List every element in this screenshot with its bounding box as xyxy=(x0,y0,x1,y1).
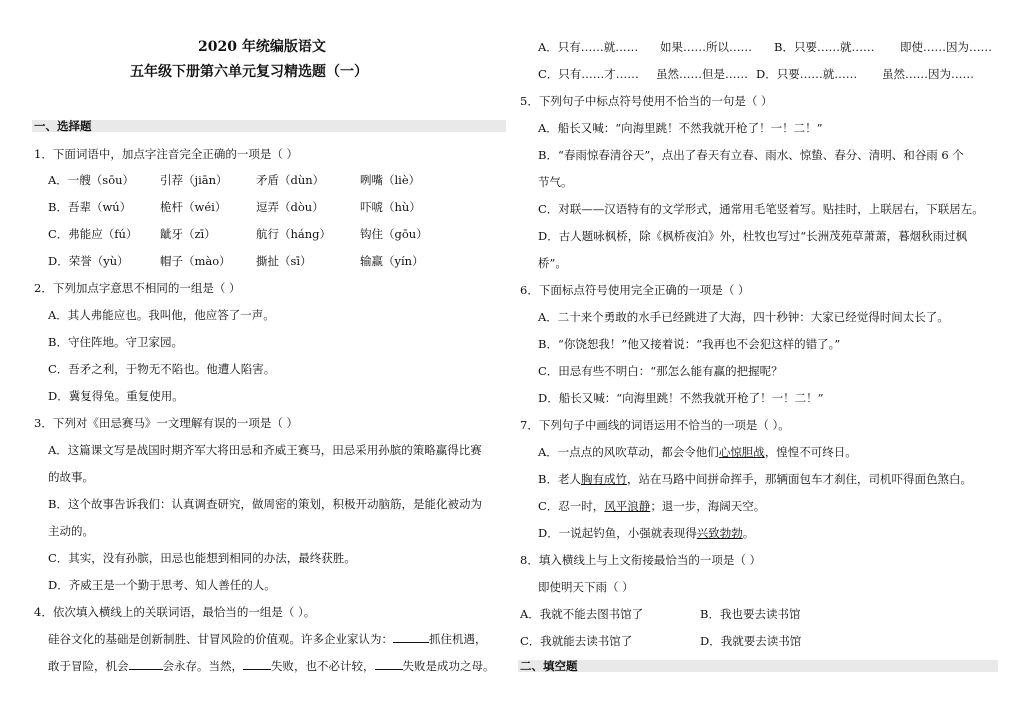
q7-text: ，站在马路中间拼命挥手，那辆面包车才刹住，司机吓得面色煞白。 xyxy=(626,472,972,486)
q4-text: 抓住机遇， xyxy=(429,632,487,646)
fill-blank[interactable] xyxy=(243,658,271,670)
question-5-stem: 5．下列句子中标点符号使用不恰当的一句是（ ） xyxy=(520,94,773,108)
fill-blank[interactable] xyxy=(375,658,403,670)
q7-text: A．一点点的风吹草动，都会令他们 xyxy=(538,445,719,459)
q3-option-b-line2: 主动的。 xyxy=(48,524,94,538)
q4-option-b: B．只要……就…… xyxy=(774,40,875,54)
fill-blank[interactable] xyxy=(129,658,163,670)
q5-option-b-line2: 节气。 xyxy=(538,175,573,189)
q1-row-a-col4: 咧嘴（liè） xyxy=(360,173,421,187)
q1-row-a-col3: 矛盾（dùn） xyxy=(256,173,325,187)
q8-option-c: C．我就能去读书馆了 xyxy=(520,634,633,648)
q1-row-b-col2: 桅杆（wéi） xyxy=(160,200,227,214)
q4-text: 硅谷文化的基础是创新制胜、甘冒风险的价值观。许多企业家认为： xyxy=(48,632,393,646)
fill-blank[interactable] xyxy=(393,631,429,643)
q8-option-b: B．我也要去读书馆 xyxy=(700,607,801,621)
q4-option-a: A．只有……就…… xyxy=(538,40,639,54)
question-8-stem: 8．填入横线上与上文衔接最恰当的一项是（ ） xyxy=(520,553,761,567)
q1-row-c-col2: 龇牙（zī） xyxy=(160,227,216,241)
q1-row-c-col4: 钩住（gōu） xyxy=(360,227,428,241)
q1-row-b-col3: 逗弄（dòu） xyxy=(256,200,324,214)
q8-option-d: D．我就要去读书馆 xyxy=(700,634,802,648)
q1-row-d-col3: 撕扯（sī） xyxy=(256,254,312,268)
q3-option-a-line1: A．这篇课文写是战国时期齐军大将田忌和齐威王赛马，田忌采用孙膑的策略赢得比赛 xyxy=(48,443,482,457)
q7-text: B．老人 xyxy=(538,472,581,486)
q3-option-d: D．齐威王是一个勤于思考、知人善任的人。 xyxy=(48,578,276,592)
q2-option-a: A．其人弗能应也。我叫他，他应答了一声。 xyxy=(48,308,275,322)
q7-text: D．一说起钓鱼，小强就表现得 xyxy=(538,526,697,540)
q5-option-a: A．船长又喊：“向海里跳！不然我就开枪了！一！二！” xyxy=(538,121,823,135)
section-heading-2: 二、填空题 xyxy=(520,659,578,673)
underlined-phrase: 风平浪静 xyxy=(604,499,651,513)
section-bar xyxy=(32,120,506,132)
q8-prompt: 即使明天下雨（ ） xyxy=(538,580,634,594)
underlined-phrase: 兴致勃勃 xyxy=(696,526,743,540)
section-heading: 一、选择题 xyxy=(34,119,92,133)
q8-option-a: A．我就不能去图书馆了 xyxy=(520,607,644,621)
q4-option-a-alt: 如果……所以…… xyxy=(660,40,752,54)
q2-option-b: B．守住阵地。守卫家园。 xyxy=(48,335,183,349)
q3-option-c: C．其实，没有孙膑，田忌也能想到相同的办法，最终获胜。 xyxy=(48,551,356,565)
q4-option-d: D．只要……就…… xyxy=(756,67,858,81)
q5-option-d-line1: D．古人题咏枫桥，除《枫桥夜泊》外，杜牧也写过“长洲茂苑草萧萧，暮烟秋雨过枫 xyxy=(538,229,968,243)
q1-row-c-col1: C．弗能应（fú） xyxy=(48,227,138,241)
underlined-phrase: 胸有成竹 xyxy=(580,472,627,486)
section-bar xyxy=(518,660,998,672)
q3-option-a-line2: 的故事。 xyxy=(48,470,94,484)
q1-row-b-col4: 吓唬（hù） xyxy=(360,200,421,214)
page-subtitle: 五年级下册第六单元复习精选题（一） xyxy=(130,64,368,80)
question-7-stem: 7．下列句子中画线的词语运用不恰当的一项是（ ）。 xyxy=(520,418,790,432)
q4-text: 失败是成功之母。 xyxy=(402,659,495,673)
q2-option-d: D．冀复得兔。重复使用。 xyxy=(48,389,184,403)
q4-option-c: C．只有……才…… xyxy=(538,67,639,81)
q7-option-c xyxy=(538,498,765,514)
q4-text: 敢于冒险，机会 xyxy=(48,659,129,673)
q6-option-b: B．“你饶恕我！”他又接着说：“我再也不会犯这样的错了。” xyxy=(538,337,841,351)
q1-row-c-col3: 航行（háng） xyxy=(256,227,332,241)
q4-passage-line2 xyxy=(48,658,495,674)
q1-row-b-col1: B．吾辈（wú） xyxy=(48,200,132,214)
question-1-stem: 1．下面词语中，加点字注音完全正确的一项是（ ） xyxy=(34,147,298,161)
q1-row-a-col2: 引荐（jiān） xyxy=(160,173,228,187)
q7-option-d xyxy=(538,525,754,541)
q6-option-d: D．船长又喊：“向海里跳！不然我就开枪了！一！二！” xyxy=(538,391,824,405)
q1-row-d-col1: D．荣誉（yù） xyxy=(48,254,129,268)
q5-option-d-line2: 桥”。 xyxy=(538,256,567,270)
q2-option-c: C．吾矛之利，于物无不陷也。他遭人陷害。 xyxy=(48,362,276,376)
question-4-stem: 4．依次填入横线上的关联词语，最恰当的一组是（ ）。 xyxy=(34,605,316,619)
q1-row-d-col2: 帽子（mào） xyxy=(160,254,231,268)
q7-text: ，惶惶不可终日。 xyxy=(764,445,857,459)
q7-option-b xyxy=(538,471,972,487)
q4-option-d-alt: 虽然……因为…… xyxy=(882,67,974,81)
q4-text: 会永存。当然， xyxy=(162,659,243,673)
q1-row-a-col1: A．一艘（sōu） xyxy=(48,173,135,187)
q4-text: 失败，也不必计较， xyxy=(271,659,375,673)
question-3-stem: 3．下列对《田忌赛马》一文理解有误的一项是（ ） xyxy=(34,416,298,430)
underlined-phrase: 心惊胆战 xyxy=(718,445,765,459)
q4-passage-line1 xyxy=(48,631,487,647)
q4-option-c-alt: 虽然……但是…… xyxy=(656,67,748,81)
q3-option-b-line1: B．这个故事告诉我们：认真调查研究，做周密的策划，积极开动脑筋，是能化被动为 xyxy=(48,497,482,511)
q6-option-a: A．二十来个勇敢的水手已经跳进了大海，四十秒钟：大家已经觉得时间太长了。 xyxy=(538,310,949,324)
page-title: 2020 年统编版语文 xyxy=(198,39,326,55)
q7-text: ；退一步，海阔天空。 xyxy=(650,499,766,513)
q5-option-c: C．对联——汉语特有的文学形式，通常用毛笔竖着写。贴挂时，上联居右，下联居左。 xyxy=(538,202,984,216)
q7-text: 。 xyxy=(742,526,755,540)
q7-text: C．忍一时， xyxy=(538,499,605,513)
q6-option-c: C．田忌有些不明白：“那怎么能有赢的把握呢？ xyxy=(538,364,783,378)
question-2-stem: 2．下列加点字意思不相同的一组是（ ） xyxy=(34,281,241,295)
q5-option-b-line1: B．“春雨惊春清谷天”，点出了春天有立春、雨水、惊蛰、春分、清明、和谷雨 6 个 xyxy=(538,148,964,162)
q4-option-b-alt: 即使……因为…… xyxy=(900,40,992,54)
q1-row-d-col4: 输赢（yín） xyxy=(360,254,424,268)
question-6-stem: 6．下面标点符号使用完全正确的一项是（ ） xyxy=(520,283,750,297)
q7-option-a xyxy=(538,444,857,460)
